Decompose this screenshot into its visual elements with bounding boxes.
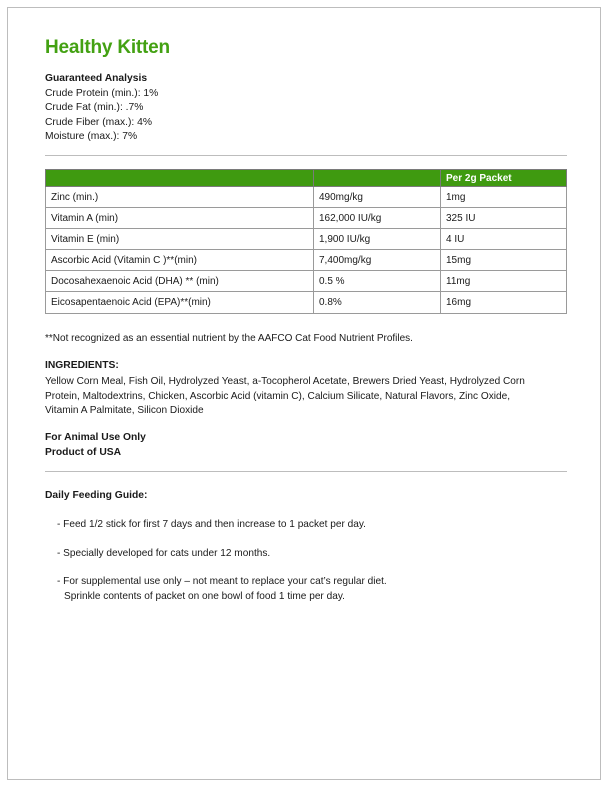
product-title: Healthy Kitten xyxy=(45,37,170,58)
nutrient-name: Vitamin E (min) xyxy=(46,229,314,250)
feeding-instruction: - Specially developed for cats under 12 months. xyxy=(57,547,271,559)
table-row xyxy=(46,271,567,292)
nutrient-per-packet: 15mg xyxy=(441,250,567,271)
table-row xyxy=(46,229,567,250)
animal-use-notice: For Animal Use Only xyxy=(45,432,146,443)
table-row xyxy=(46,292,567,313)
analysis-line: Moisture (max.): 7% xyxy=(45,131,138,142)
ingredients-list: Yellow Corn Meal, Fish Oil, Hydrolyzed Yeast, a-Tocopherol Acetate, Brewers Dried Yeast, Hydrolyzed Corn Protein, Maltodextrins, Chicken, Ascorbic Acid (vitamin C), Calcium Silicate, Natural Flavors, Zinc Oxide, Vitamin A Palmitate, Silicon Dioxide xyxy=(45,376,525,416)
nutrient-name: Vitamin A (min) xyxy=(46,208,314,229)
feeding-guide-list xyxy=(57,518,387,618)
aafco-footnote: **Not recognized as an essential nutrient by the AAFCO Cat Food Nutrient Profiles. xyxy=(45,333,413,344)
feeding-instruction: - Feed 1/2 stick for first 7 days and then increase to 1 packet per day. xyxy=(57,519,366,530)
nutrient-name: Zinc (min.) xyxy=(46,187,314,208)
analysis-line: Crude Fat (min.): .7% xyxy=(45,102,144,113)
analysis-line: Crude Protein (min.): 1% xyxy=(45,87,159,99)
feeding-instruction: - For supplemental use only – not meant to replace your cat’s regular diet. xyxy=(57,576,387,587)
divider xyxy=(45,155,567,156)
column-header xyxy=(46,170,314,187)
nutrient-per-packet: 1mg xyxy=(441,187,567,208)
nutrient-name: Docosahexaenoic Acid (DHA) ** (min) xyxy=(46,271,314,292)
guaranteed-analysis xyxy=(45,72,158,145)
origin-notice: Product of USA xyxy=(45,446,122,458)
feeding-instruction-continued: Sprinkle contents of packet on one bowl of food 1 time per day. xyxy=(64,590,345,602)
table-row xyxy=(46,208,567,229)
ingredients-heading: INGREDIENTS: xyxy=(45,360,119,371)
nutrient-concentration: 1,900 IU/kg xyxy=(314,229,441,250)
list-item xyxy=(57,547,387,562)
guaranteed-analysis-heading: Guaranteed Analysis xyxy=(45,73,148,84)
nutrient-name: Ascorbic Acid (Vitamin C )**(min) xyxy=(46,250,314,271)
list-item xyxy=(57,518,387,533)
divider xyxy=(45,471,567,472)
nutrient-name: Eicosapentaenoic Acid (EPA)**(min) xyxy=(46,292,314,313)
nutrient-per-packet: 11mg xyxy=(441,271,567,292)
list-item xyxy=(57,575,387,604)
nutrient-per-packet: 4 IU xyxy=(441,229,567,250)
usage-notes xyxy=(45,431,146,460)
nutrient-concentration: 7,400mg/kg xyxy=(314,250,441,271)
nutrient-per-packet: 325 IU xyxy=(441,208,567,229)
feeding-guide-heading: Daily Feeding Guide: xyxy=(45,490,148,501)
column-header xyxy=(314,170,441,187)
nutrient-concentration: 490mg/kg xyxy=(314,187,441,208)
nutrient-per-packet: 16mg xyxy=(441,292,567,313)
column-header-per-packet: Per 2g Packet xyxy=(441,170,567,187)
analysis-line: Crude Fiber (max.): 4% xyxy=(45,116,153,128)
nutrient-concentration: 162,000 IU/kg xyxy=(314,208,441,229)
nutrient-table xyxy=(45,169,567,314)
table-header-row xyxy=(46,170,567,187)
table-row xyxy=(46,187,567,208)
nutrient-concentration: 0.5 % xyxy=(314,271,441,292)
nutrient-concentration: 0.8% xyxy=(314,292,441,313)
table-row xyxy=(46,250,567,271)
